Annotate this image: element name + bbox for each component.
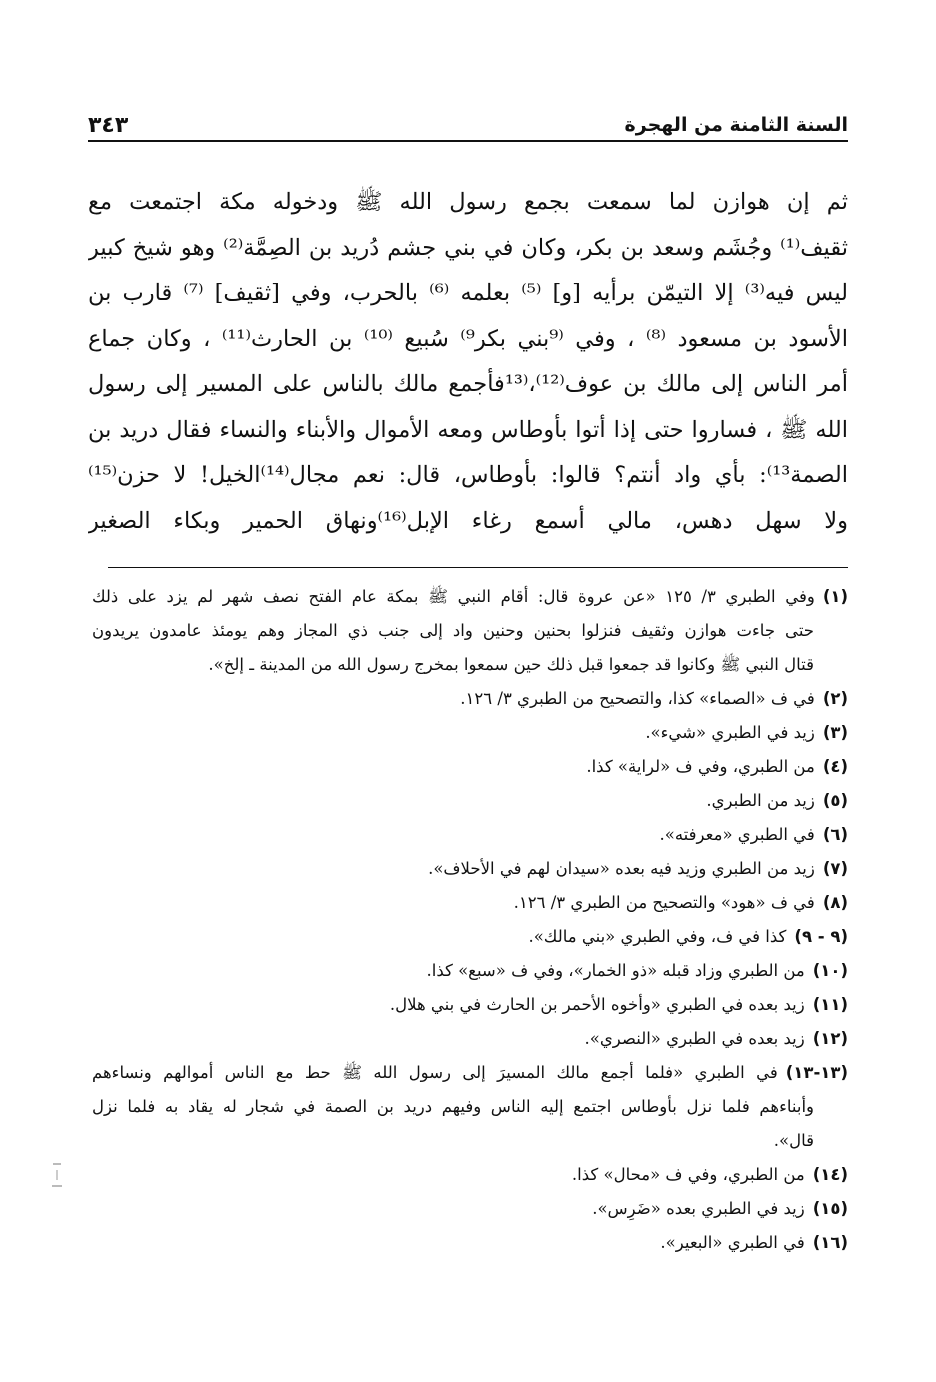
footnote-number: (١١) <box>812 995 848 1014</box>
footnote-6 <box>92 818 848 852</box>
footnote-number: (٦) <box>822 825 848 844</box>
margin-tick-mark <box>50 1160 64 1190</box>
running-title: السنة الثامنة من الهجرة <box>624 114 848 136</box>
footnote-text: من الطبري، وفي ف «لراية» كذا. <box>586 757 815 776</box>
footnote-text: زيد بعده في الطبري «النصري». <box>584 1029 805 1048</box>
footnote-number: (٤) <box>822 757 848 776</box>
footnote-16 <box>92 1226 848 1260</box>
body-line: الأسود بن مسعود ⁽⁸⁾ ، وفي ⁽⁹بني بكر⁹⁾ سُبيع ⁽¹⁰⁾ بن الحارث⁽¹¹⁾ ، وكان جماع <box>88 325 848 352</box>
footnote-divider <box>108 567 848 568</box>
footnote-text: زيد من الطبري. <box>706 791 815 810</box>
footnote-4 <box>92 750 848 784</box>
footnote-continuation: قال». <box>773 1131 814 1150</box>
footnote-number: (١) <box>822 587 848 606</box>
footnote-13 <box>92 1056 848 1090</box>
running-header <box>88 104 848 142</box>
footnote-number: (٧) <box>822 859 848 878</box>
footnote-text: زيد في الطبري بعده «ضَرِس». <box>592 1199 805 1218</box>
footnote-number: (١٦) <box>812 1233 848 1252</box>
footnote-8 <box>92 886 848 920</box>
body-line: ثقيف⁽¹⁾ وجُشَم وسعد بن بكر، وكان في بني جشم دُريد بن الصِمَّة⁽²⁾ وهو شيخ كبير <box>88 234 848 261</box>
footnote-12 <box>92 1022 848 1056</box>
footnote-text: من الطبري وزاد قبله «ذو الخمار»، وفي ف «سبع» كذا. <box>426 961 805 980</box>
footnote-number: (٨) <box>822 893 848 912</box>
body-line: ليس فيه⁽³⁾ إلا التيمّن برأيه [و] ⁽⁵⁾ بعلمه ⁽⁶⁾ بالحرب، وفي [ثقيف] ⁽⁷⁾ قارب بن <box>88 280 848 306</box>
body-line: ولا سهل دهس، مالي أسمع رغاء الإبل⁽¹⁶⁾ونهاق الحمير وبكاء الصغير <box>88 507 848 534</box>
footnotes <box>92 580 848 1260</box>
footnote-number: (٣) <box>822 723 848 742</box>
footnote-7 <box>92 852 848 886</box>
footnote-text: في ف «الصماء» كذا، والتصحيح من الطبري ٣/ ١٢٦. <box>460 689 815 708</box>
body-line: ثم إن هوازن لما سمعت بجمع رسول الله ﷺ ودخوله مكة اجتمعت مع <box>88 189 848 215</box>
footnote-number: (١٤) <box>812 1165 848 1184</box>
body-line: أمر الناس إلى مالك بن عوف⁽¹²⁾،⁽¹³فأجمع مالك بالناس على المسير إلى رسول <box>88 371 848 397</box>
main-text <box>88 180 848 544</box>
footnote-number: (٢) <box>822 689 848 708</box>
footnote-number: (١٠) <box>812 961 848 980</box>
footnote-14 <box>92 1158 848 1192</box>
footnote-text: في الطبري «البعير». <box>660 1233 805 1252</box>
body-line: الصمة¹³⁾: بأي واد أنتم؟ قالوا: بأوطاس، قال: نعم مجال⁽¹⁴⁾الخيل! لا حزن⁽¹⁵⁾ <box>88 462 848 488</box>
footnote-5 <box>92 784 848 818</box>
footnote-number: (١٥) <box>812 1199 848 1218</box>
footnote-15 <box>92 1192 848 1226</box>
footnote-number: (١٢) <box>812 1029 848 1048</box>
footnote-text: زيد في الطبري «شيء». <box>645 723 815 742</box>
footnote-text: زيد من الطبري وزيد فيه بعده «سيدان لهم في الأحلاف». <box>428 859 815 878</box>
footnote-number: (٥) <box>822 791 848 810</box>
footnote-3 <box>92 716 848 750</box>
footnote-continuation: وأبناءهم فلما نزل بأوطاس اجتمع إليه الناس وفيهم دريد بن الصمة في شجار له يقاد به فلما نزل <box>92 1097 814 1116</box>
footnote-1 <box>92 580 848 614</box>
footnote-continuation: قتال النبي ﷺ وكانوا قد جمعوا قبل ذلك حين سمعوا بمخرج رسول الله من المدينة ـ إلخ». <box>208 655 814 674</box>
footnote-number: (٩ - ٩) <box>794 927 848 946</box>
footnote-text: زيد بعده في الطبري «وأخوه الأحمر بن الحارث في بني هلال. <box>389 995 805 1014</box>
footnote-11 <box>92 988 848 1022</box>
body-line: الله ﷺ ، فساروا حتى إذا أتوا بأوطاس ومعه الأموال والأبناء والنساء فقال دريد بن <box>88 416 848 443</box>
footnote-number: (١٣-١٣) <box>785 1063 848 1082</box>
footnote-text: وفي الطبري ٣/ ١٢٥ «عن عروة قال: أقام النبي ﷺ بمكة عام الفتح نصف شهر لم يزد على ذلك <box>92 587 815 606</box>
footnote-text: في الطبري «معرفته». <box>659 825 815 844</box>
footnote-text: كذا في ف، وفي الطبري «بني مالك». <box>528 927 787 946</box>
footnote-text: في ف «هود» والتصحيح من الطبري ٣/ ١٢٦. <box>513 893 815 912</box>
footnote-text: في الطبري «فلما أجمع مالك المسيرَ إلى رسول الله ﷺ حط مع الناس أموالهم ونساءهم <box>92 1063 778 1082</box>
footnote-continuation: حتى جاءت هوازن وثقيف فنزلوا بحنين وحنين واد إلى جنب ذي المجاز وهم يومئذ عامدون يريدون <box>92 621 814 640</box>
footnote-text: من الطبري، وفي ف «محال» كذا. <box>571 1165 805 1184</box>
page-number: ٣٤٣ <box>88 113 129 138</box>
footnote-9 <box>92 920 848 954</box>
footnote-10 <box>92 954 848 988</box>
footnote-2 <box>92 682 848 716</box>
margin-tick-icon <box>50 1160 64 1190</box>
